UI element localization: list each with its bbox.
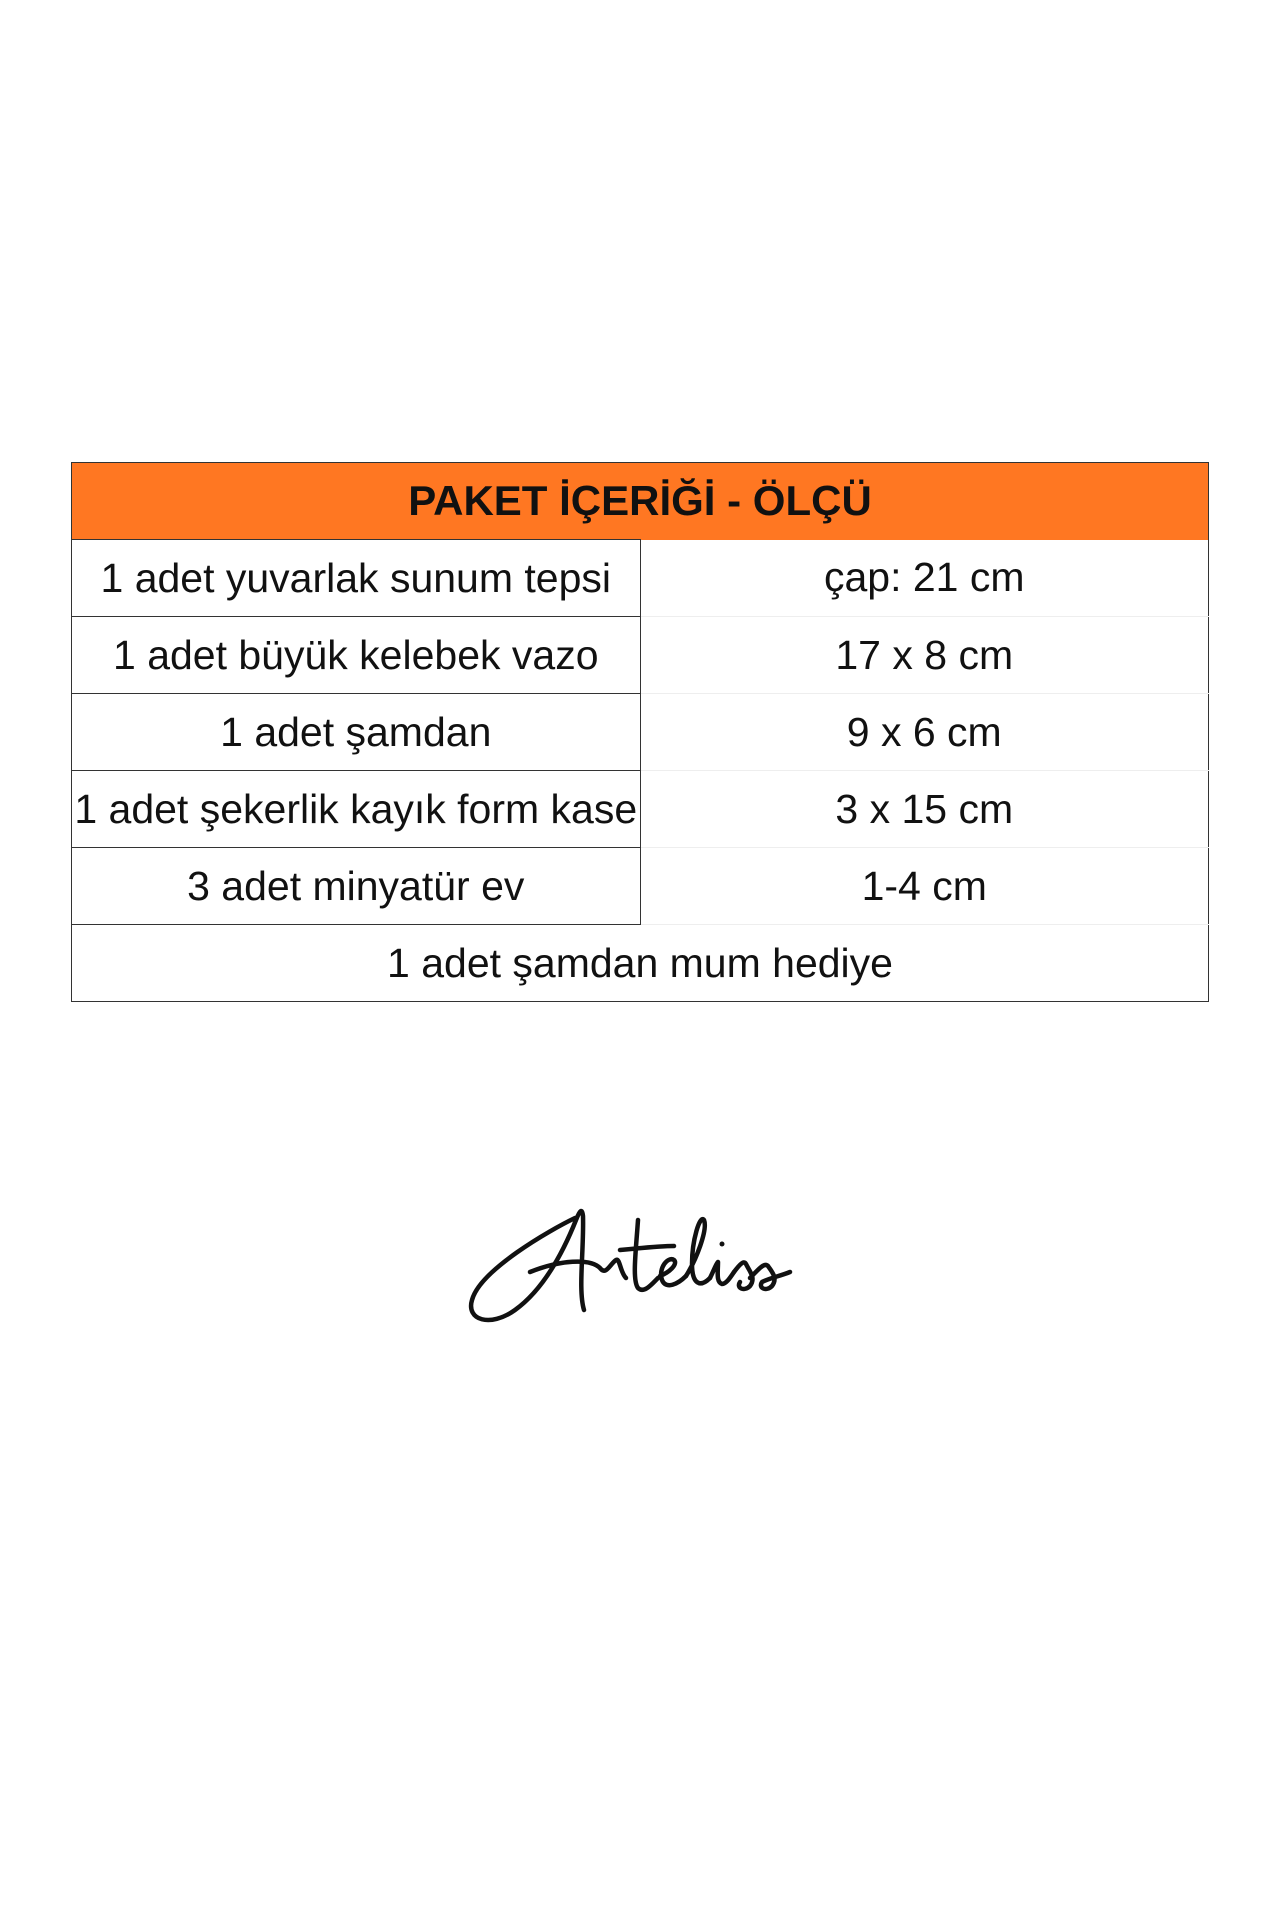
item-cell: 1 adet şekerlik kayık form kase xyxy=(72,771,641,848)
size-cell: 1-4 cm xyxy=(640,848,1209,925)
logo-letter-t xyxy=(620,1220,674,1290)
logo-letter-a-bar xyxy=(530,1260,626,1278)
gift-note: 1 adet şamdan mum hediye xyxy=(72,925,1209,1002)
item-cell: 3 adet minyatür ev xyxy=(72,848,641,925)
table-header-row xyxy=(72,463,1209,540)
item-cell: 1 adet şamdan xyxy=(72,694,641,771)
table-row xyxy=(72,848,1209,925)
logo-letter-a-loop xyxy=(471,1211,584,1320)
logo-letter-s2 xyxy=(750,1265,790,1289)
table-row xyxy=(72,617,1209,694)
logo-letter-l xyxy=(686,1219,710,1283)
logo-letter-e1 xyxy=(660,1259,686,1285)
logo-letter-i xyxy=(710,1262,734,1284)
table-row xyxy=(72,540,1209,617)
package-contents-table xyxy=(71,462,1209,1002)
size-cell: 9 x 6 cm xyxy=(640,694,1209,771)
table-footer-row xyxy=(72,925,1209,1002)
item-cell: 1 adet büyük kelebek vazo xyxy=(72,617,641,694)
size-cell: 17 x 8 cm xyxy=(640,617,1209,694)
table-header: PAKET İÇERİĞİ - ÖLÇÜ xyxy=(72,463,1209,540)
arteliss-logo xyxy=(460,1160,820,1360)
size-cell: 3 x 15 cm xyxy=(640,771,1209,848)
table-row xyxy=(72,771,1209,848)
size-cell: çap: 21 cm xyxy=(640,540,1209,617)
item-cell: 1 adet yuvarlak sunum tepsi xyxy=(72,540,641,617)
logo-i-dot xyxy=(720,1242,725,1247)
table-row xyxy=(72,694,1209,771)
